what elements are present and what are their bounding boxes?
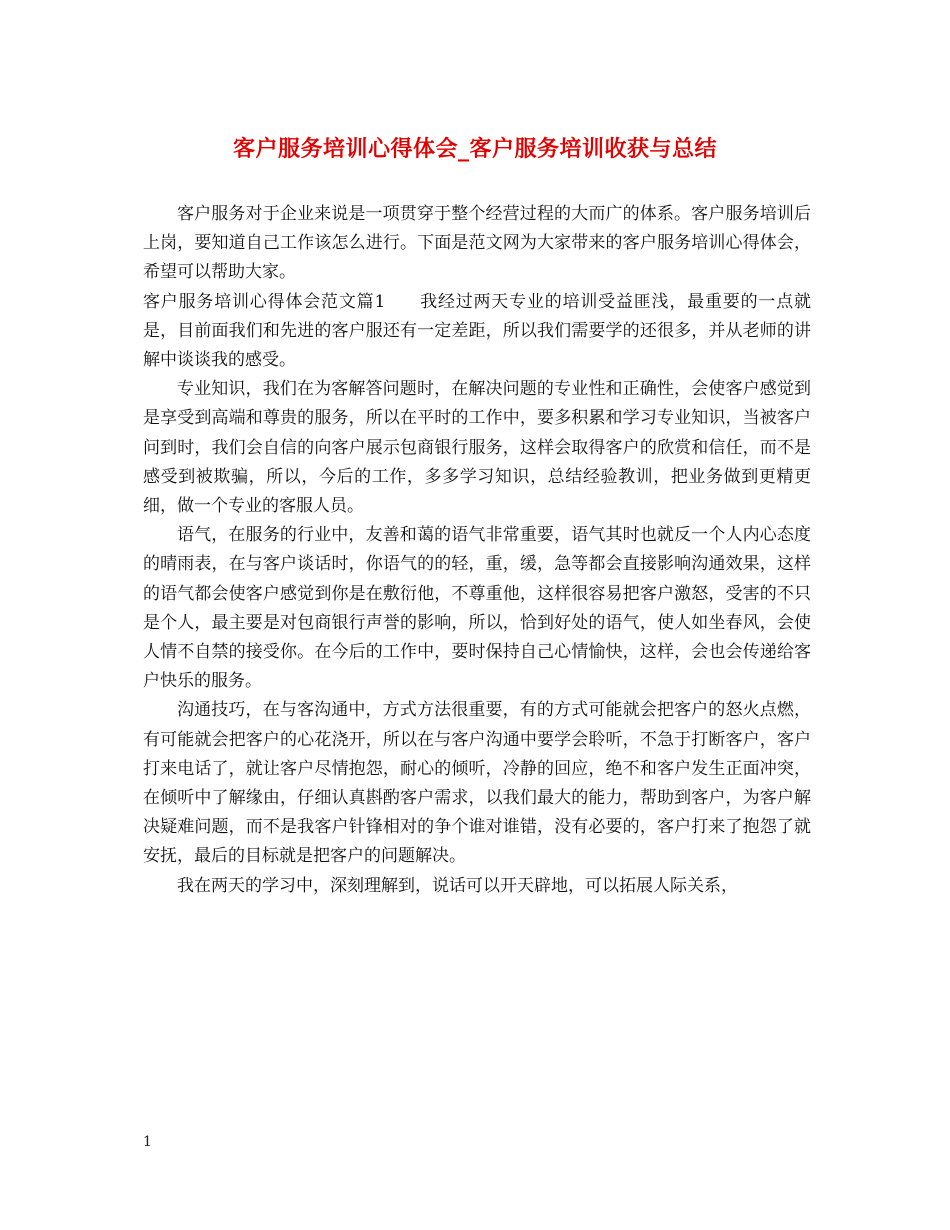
paragraph-1-text: 我经过两天专业的培训受益匪浅，最重要的一点就是，目前面我们和先进的客户服还有一定差距，所以我们需要学的还很多，并从老师的讲解中谈谈我的感受。 bbox=[143, 291, 811, 371]
paragraph-professional-knowledge: 专业知识，我们在为客解答问题时，在解决问题的专业性和正确性，会使客户感觉到是享受到高端和尊贵的服务，所以在平时的工作中，要多积累和学习专业知识，当被客户问到时，我们会自信的向客户展示包商银行服务，这样会取得客户的欣赏和信任，而不是感受到被欺骗，所以，今后的工作，多多学习知识，总结经验教训，把业务做到更精更细，做一个专业的客服人员。 bbox=[143, 379, 811, 517]
section-paragraph-1 bbox=[143, 288, 811, 376]
document-body bbox=[143, 200, 811, 901]
page-number: 1 bbox=[143, 1134, 152, 1150]
section-heading: 客户服务培训心得体会范文篇1 bbox=[143, 291, 386, 312]
paragraph-communication-skills: 沟通技巧，在与客沟通中，方式方法很重要，有的方式可能就会把客户的怒火点燃，有可能就会把客户的心花浇开，所以在与客户沟通中要学会聆听，不急于打断客户，客户打来电话了，就让客户尽情抱怨，耐心的倾听，冷静的回应，绝不和客户发生正面冲突，在倾听中了解缘由，仔细认真斟酌客户需求，以我们最大的能力，帮助到客户，为客户解决疑难问题，而不是我客户针锋相对的争个谁对谁错，没有必要的，客户打来了抱怨了就安抚，最后的目标就是把客户的问题解决。 bbox=[143, 700, 811, 867]
intro-paragraph: 客户服务对于企业来说是一项贯穿于整个经营过程的大而广的体系。客户服务培训后上岗，要知道自己工作该怎么进行。下面是范文网为大家带来的客户服务培训心得体会，希望可以帮助大家。 bbox=[143, 204, 811, 283]
document-title: 客户服务培训心得体会_客户服务培训收获与总结 bbox=[232, 136, 717, 162]
paragraph-tone: 语气，在服务的行业中，友善和蔼的语气非常重要，语气其时也就反一个人内心态度的晴雨表，在与客户谈话时，你语气的的轻，重，缓，急等都会直接影响沟通效果，这样的语气都会使客户感觉到你是在敷衍他，不尊重他，这样很容易把客户激怒，受害的不只是个人，最主要是对包商银行声誉的影响，所以，恰到好处的语气，使人如坐春风，会使人情不自禁的接受你。在今后的工作中，要时保持自己心情愉快，这样，会也会传递给客户快乐的服务。 bbox=[143, 525, 811, 692]
paragraph-learning: 我在两天的学习中，深刻理解到，说话可以开天辟地，可以拓展人际关系， bbox=[177, 875, 738, 896]
